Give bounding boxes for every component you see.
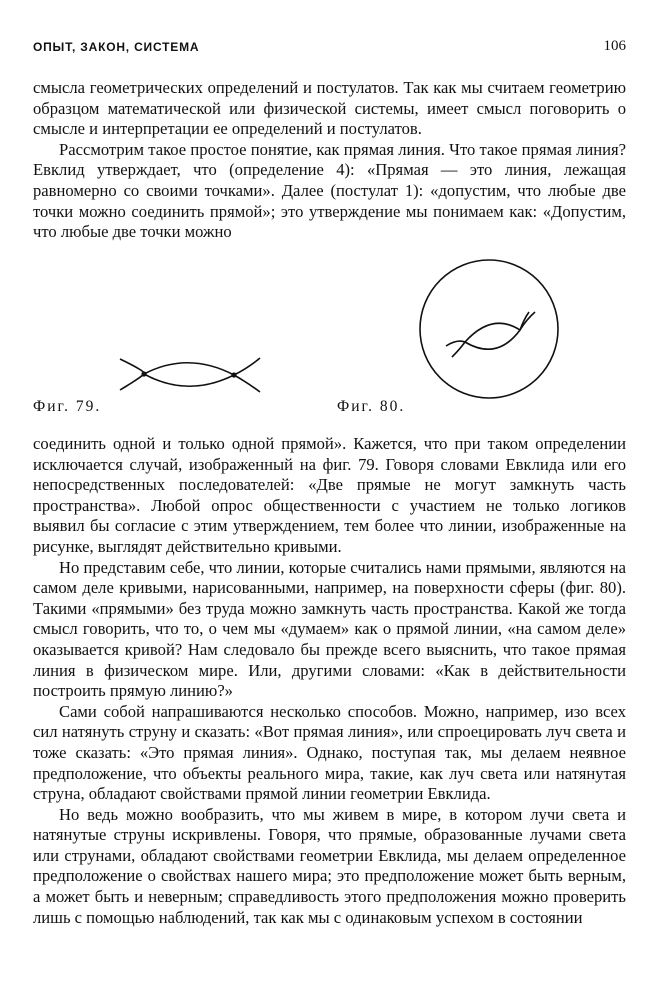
figure-79 — [110, 350, 270, 400]
intersection-point-left — [141, 371, 146, 376]
upper-curve — [120, 358, 260, 375]
text-block-bottom — [33, 434, 626, 928]
paragraph: соединить одной и только одной прямой». Кажется, что при таком определении исключается случай, изображенный на фиг. 79. Говоря словами Евклида или его непосредственных последователей: «Две прямые не могут замкнуть часть пространства». Любой опрос общественности с участием не только логиков выявил бы согласие с этим утверждением, тем более что линии, изображенные на рисунке, выглядят действительно кривыми. — [33, 434, 626, 556]
sphere-outline — [420, 260, 558, 398]
figure-79-caption: Фиг. 79. — [33, 398, 102, 415]
text-block-top — [33, 78, 626, 243]
lower-curve — [120, 374, 260, 392]
lower-curve — [452, 312, 529, 357]
paragraph: Но ведь можно вообразить, что мы живем в мире, в котором лучи света и натянутые струны искривлены. Говоря, что прямые, образованные лучами света или струнами, обладают свойствами геометрии Евклида, мы делаем определенное предположение о свойствах нашего мира; это предположение может быть верным, а может быть и неверным; справедливость этого предположения можно проверить лишь с помощью наблюдений, так как мы с одинаковым успехом в состоянии — [33, 804, 626, 927]
paragraph: смысла геометрических определений и постулатов. Так как мы считаем геометрию образцом математической или физической системы, имеет смысл поговорить о смысле и интерпретации ее определений и постулатов. — [33, 78, 626, 139]
sphere-figure-icon — [412, 257, 572, 402]
paragraph: Сами собой напрашиваются несколько способов. Можно, например, изо всех сил натянуть струну и сказать: «Вот прямая линия», или спроецировать луч света и тоже сказать: «Это прямая линия». Однако, поступая так, мы делаем неявное предположение, что объекты реального мира, такие, как луч света или натянутая струна, обладают свойствами прямой линии геометрии Евклида. — [33, 701, 626, 804]
figure-80 — [412, 257, 572, 402]
intersection-point-right — [231, 372, 236, 377]
figure-80-caption: Фиг. 80. — [337, 398, 406, 415]
page-number: 106 — [603, 38, 626, 54]
running-title: ОПЫТ, ЗАКОН, СИСТЕМА — [33, 40, 200, 54]
upper-curve — [446, 312, 535, 346]
paragraph: Но представим себе, что линии, которые считались нами прямыми, являются на самом деле кривыми, нарисованными, например, на поверхности сферы (фиг. 80). Такими «прямыми» без труда можно замкнуть часть пространства. Какой же тогда смысл говорить, что то, о чем мы «думаем» как о прямой линии, «на самом деле» оказывается кривой? Нам следовало бы прежде всего выяснить, что такое прямая линия в физическом мире. Или, другими словами: «Как в действительности построить прямую линию?» — [33, 557, 626, 701]
two-curves-figure-icon — [110, 350, 270, 400]
paragraph: Рассмотрим такое простое понятие, как прямая линия. Что такое прямая линия? Евклид утверждает, что (определение 4): «Прямая — это линия, лежащая равномерно со своими точками». Далее (постулат 1): «допустим, что любые две точки можно соединить прямой»; это утверждение мы понимаем как: «Допустим, что любые две точки можно — [33, 139, 626, 242]
